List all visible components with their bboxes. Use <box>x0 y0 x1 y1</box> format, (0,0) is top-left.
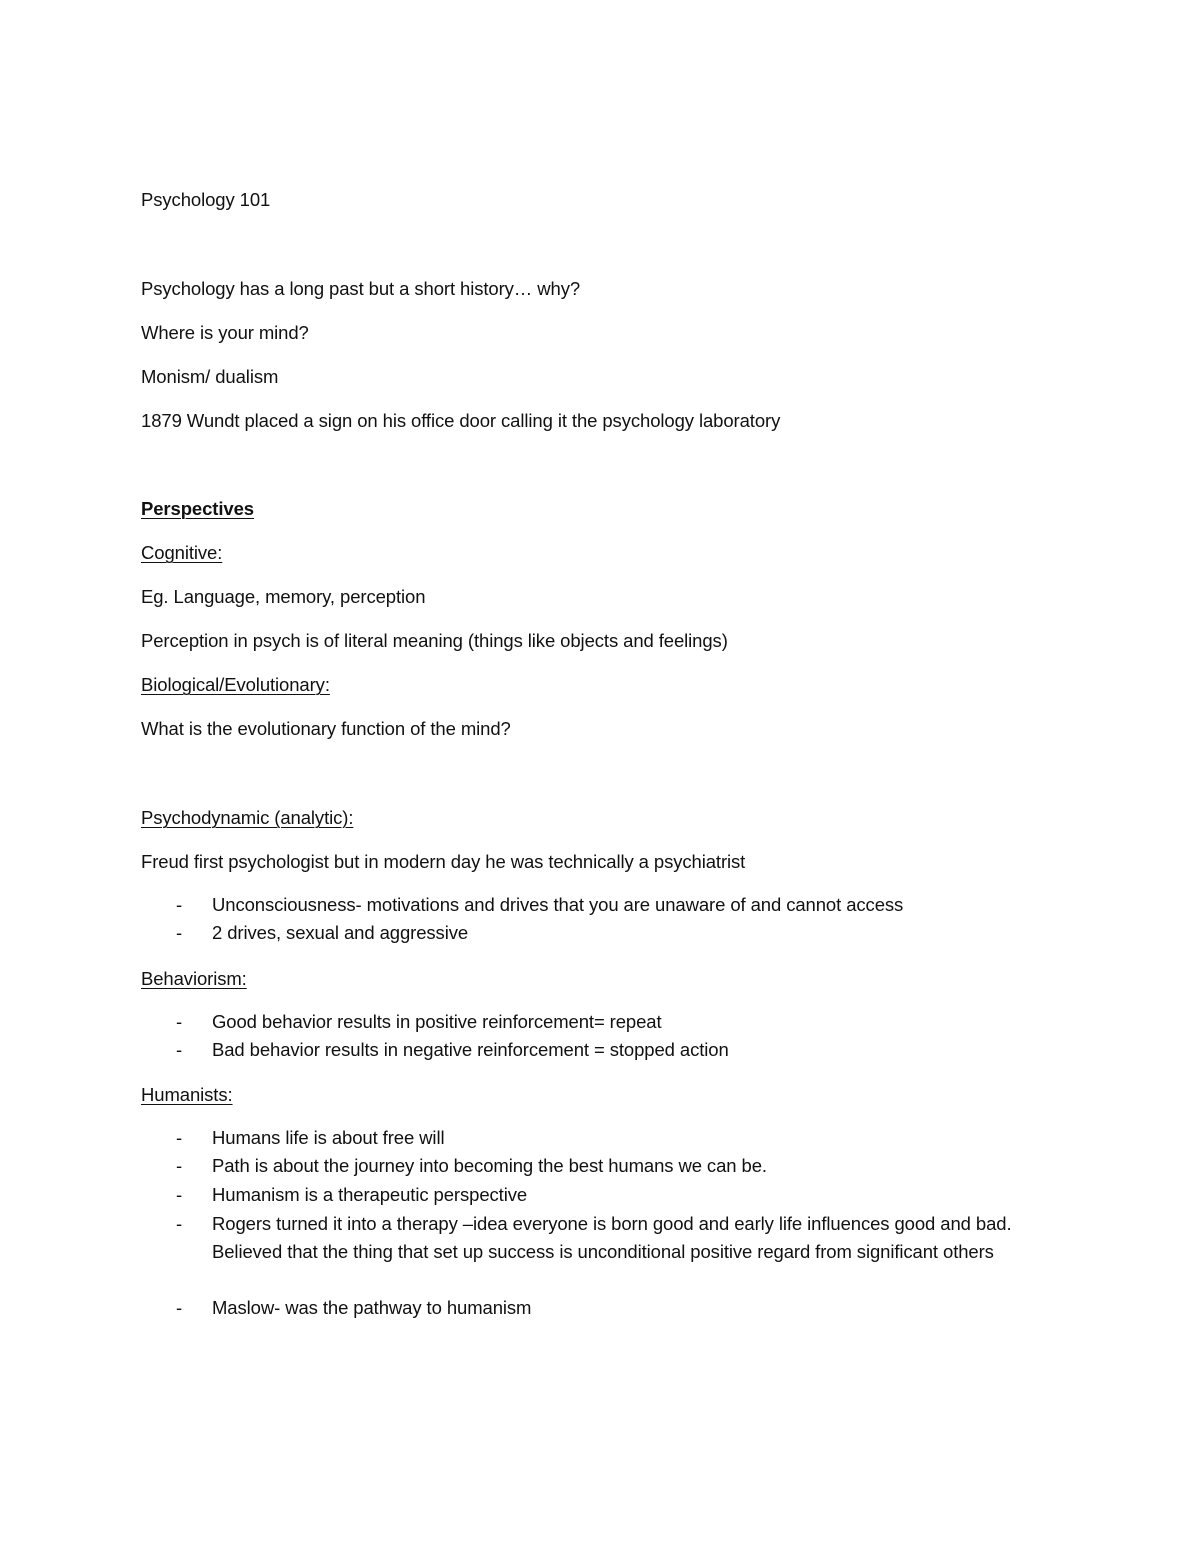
list-item-text: Path is about the journey into becoming the best humans we can be. <box>212 1155 767 1176</box>
psychodynamic-heading: Psychodynamic (analytic): <box>141 807 354 828</box>
cognitive-line: Eg. Language, memory, perception <box>141 586 426 607</box>
cognitive-line: Perception in psych is of literal meaning (things like objects and feelings) <box>141 630 728 651</box>
bullet-marker: - <box>176 1184 183 1205</box>
humanists-heading: Humanists: <box>141 1084 233 1105</box>
bullet-marker: - <box>176 1213 183 1234</box>
bullet-marker: - <box>176 1155 183 1176</box>
intro-line: Where is your mind? <box>141 322 309 343</box>
biological-heading: Biological/Evolutionary: <box>141 674 330 695</box>
perspectives-heading: Perspectives <box>141 498 254 519</box>
bullet-marker: - <box>176 894 183 915</box>
list-item-text: Unconsciousness- motivations and drives that you are unaware of and cannot access <box>212 894 904 915</box>
bullet-marker: - <box>176 1011 183 1032</box>
list-item-text: Bad behavior results in negative reinforcement = stopped action <box>212 1039 729 1060</box>
bullet-marker: - <box>176 1127 183 1148</box>
bullet-marker: - <box>176 922 183 943</box>
list-item-text: Rogers turned it into a therapy –idea everyone is born good and early life influences good and bad. Believed that the thing that set up success is unconditional positive regard from significant others <box>212 1213 1012 1262</box>
list-item-text: Good behavior results in positive reinforcement= repeat <box>212 1011 662 1032</box>
bullet-marker: - <box>176 1039 183 1060</box>
document-title: Psychology 101 <box>141 189 271 210</box>
biological-line: What is the evolutionary function of the mind? <box>141 718 511 739</box>
psychodynamic-line: Freud first psychologist but in modern day he was technically a psychiatrist <box>141 851 746 872</box>
intro-line: Psychology has a long past but a short history… why? <box>141 278 581 299</box>
list-item-text: Maslow- was the pathway to humanism <box>212 1297 532 1318</box>
intro-line: Monism/ dualism <box>141 366 279 387</box>
intro-line: 1879 Wundt placed a sign on his office door calling it the psychology laboratory <box>141 410 781 431</box>
behaviorism-heading: Behaviorism: <box>141 968 247 989</box>
list-item-text: Humans life is about free will <box>212 1127 445 1148</box>
list-item-text: Humanism is a therapeutic perspective <box>212 1184 528 1205</box>
cognitive-heading: Cognitive: <box>141 542 223 563</box>
list-item-text: 2 drives, sexual and aggressive <box>212 922 469 943</box>
bullet-marker: - <box>176 1297 183 1318</box>
